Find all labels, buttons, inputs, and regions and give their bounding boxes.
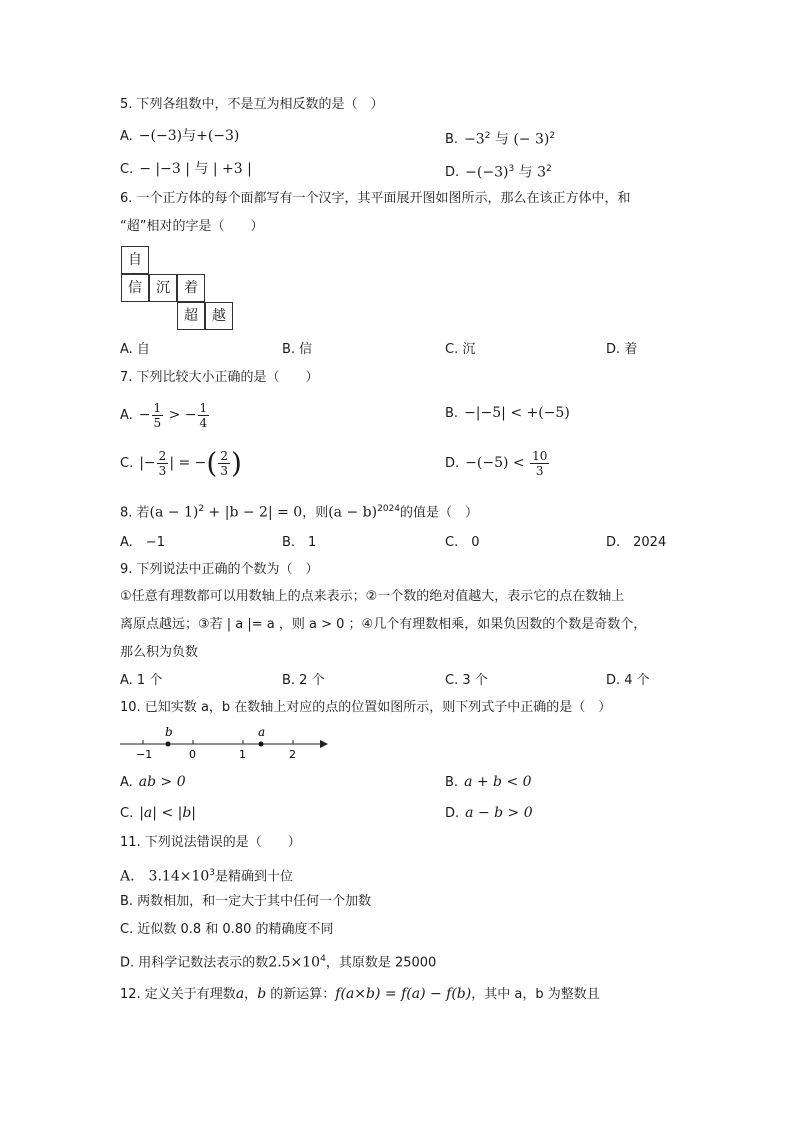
q5-b-mid: 与 (− 3) bbox=[490, 131, 550, 148]
q10-option-d bbox=[445, 804, 533, 823]
q7-c-rparen: ) bbox=[230, 446, 242, 480]
q11-stem: 11. 下列说法错误的是（ ） bbox=[120, 835, 301, 850]
label-a: a bbox=[258, 725, 266, 739]
q5-option-a bbox=[120, 127, 239, 146]
point-a bbox=[259, 742, 264, 747]
q7-d-frac bbox=[530, 449, 549, 478]
q7-c-mid: | = − bbox=[169, 455, 207, 471]
q5-b-pre: −3 bbox=[464, 131, 485, 148]
tick-label-minus1: −1 bbox=[136, 748, 153, 761]
q8-mid: ，则 bbox=[302, 505, 329, 521]
q11-d-sup: 4 bbox=[320, 954, 326, 964]
q11-option-c: C. 近似数 0.8 和 0.80 的精确度不同 bbox=[120, 922, 334, 937]
net-cell-chao: 超 bbox=[177, 302, 205, 330]
q11-option-b: B. 两数相加，和一定大于其中任何一个加数 bbox=[120, 894, 372, 909]
q9-statement-line2: 离原点越远；③若 | a |= a ，则 a > 0 ；④几个有理数相乘，如果负因数的个数是奇数个， bbox=[120, 617, 647, 632]
q12-stem bbox=[120, 985, 600, 1004]
q12-post: ，其中 a，b 为整数且 bbox=[471, 987, 600, 1002]
q11-a-sup: 3 bbox=[209, 868, 216, 878]
q7-b-label: B. bbox=[445, 406, 459, 421]
q7-a-frac1-den: 5 bbox=[153, 416, 162, 430]
tick-label-2: 2 bbox=[289, 748, 296, 761]
q5-b-label: B. bbox=[445, 132, 459, 148]
q6-stem-line1: 6. 一个正方体的每个面都写有一个汉字，其平面展开图如图所示，那么在该正方体中，和 bbox=[120, 191, 631, 206]
q7-a-frac2-num: 1 bbox=[199, 401, 208, 415]
q9-option-a: A. 1 个 bbox=[120, 673, 163, 688]
q7-c-frac1 bbox=[157, 449, 169, 478]
q10-a-text: ab > 0 bbox=[138, 774, 186, 790]
q10-d-text: a − b > 0 bbox=[465, 805, 533, 821]
q7-b-text: −|−5| < +(−5) bbox=[464, 405, 570, 421]
net-cell-xin: 信 bbox=[121, 274, 149, 302]
q10-b-label: B. bbox=[445, 775, 459, 790]
q10-d-label: D. bbox=[445, 806, 460, 821]
q8-expr1: (a − 1) bbox=[149, 504, 199, 521]
q9-option-b: B. 2 个 bbox=[282, 673, 325, 688]
q7-d-frac-num: 10 bbox=[532, 449, 548, 463]
q12-expr: f(a×b) = f(a) − f(b) bbox=[335, 986, 472, 1002]
q6-option-b: B. 信 bbox=[282, 342, 313, 357]
q7-option-b bbox=[445, 404, 570, 423]
q7-c-frac2-num: 2 bbox=[220, 449, 228, 463]
q7-a-neg: − bbox=[138, 407, 151, 423]
q6-option-a: A. 自 bbox=[120, 342, 150, 357]
q12-var-b: b bbox=[257, 986, 267, 1002]
q10-c-label: C. bbox=[120, 806, 134, 821]
q8-sup1: 2 bbox=[198, 504, 205, 514]
q12-mid: 的新运算： bbox=[266, 987, 336, 1002]
q7-a-frac1 bbox=[152, 401, 164, 430]
q9-statement-line3: 那么积为负数 bbox=[120, 645, 199, 660]
q7-d-frac-den: 3 bbox=[535, 464, 544, 478]
q7-c-frac1-den: 3 bbox=[158, 464, 167, 478]
q9-stem: 9. 下列说法中正确的个数为（ ） bbox=[120, 562, 319, 577]
q5-option-d bbox=[445, 160, 552, 182]
q8-sup2: 2024 bbox=[377, 504, 400, 514]
q5-d-label: D. bbox=[445, 165, 460, 181]
q5-option-c bbox=[120, 160, 252, 179]
q7-d-label: D. bbox=[445, 456, 460, 471]
net-cell-zi: 自 bbox=[121, 246, 149, 274]
q5-d-mid: 与 3 bbox=[514, 164, 546, 181]
net-cell-yue: 越 bbox=[205, 302, 233, 330]
q10-a-label: A. bbox=[120, 775, 133, 790]
label-b: b bbox=[165, 725, 173, 739]
number-line-figure bbox=[116, 722, 330, 762]
q9-statement-line1: ①任意有理数都可以用数轴上的点来表示；②一个数的绝对值越大，表示它的点在数轴上 bbox=[120, 589, 625, 604]
q9-option-c: C. 3 个 bbox=[445, 673, 488, 688]
q11-d-pre: D. 用科学记数法表示的数 bbox=[120, 955, 269, 971]
q10-option-b bbox=[445, 773, 532, 792]
q8-option-a: A. −1 bbox=[120, 535, 165, 550]
q6-stem-line2: “超”相对的字是（ ） bbox=[120, 219, 264, 234]
net-cell-chen: 沉 bbox=[149, 274, 177, 302]
q10-c-text: |a| < |b| bbox=[139, 805, 197, 821]
q7-c-frac2 bbox=[218, 449, 230, 478]
q7-a-frac1-num: 1 bbox=[153, 401, 162, 415]
q8-stem bbox=[120, 500, 478, 522]
q5-d-sup2: 2 bbox=[546, 164, 552, 174]
q10-stem: 10. 已知实数 a，b 在数轴上对应的点的位置如图所示，则下列式子中正确的是（ ） bbox=[120, 700, 612, 715]
q6-option-d: D. 着 bbox=[606, 342, 638, 357]
number-line-arrow bbox=[320, 740, 328, 748]
q5-d-sup1: 3 bbox=[508, 164, 515, 174]
q7-c-lparen: ( bbox=[206, 446, 218, 480]
q7-a-op: > − bbox=[164, 407, 197, 423]
q9-option-d: D. 4 个 bbox=[606, 673, 650, 688]
q8-option-c: C. 0 bbox=[445, 535, 480, 550]
q7-option-d bbox=[445, 446, 550, 481]
q11-a-pre: A. 3.14×10 bbox=[120, 868, 210, 885]
q11-d-num: 2.5×10 bbox=[268, 954, 321, 971]
q5-c-text: − |−3 | 与 | +3 | bbox=[139, 161, 252, 177]
q7-c-frac1-num: 2 bbox=[158, 449, 167, 463]
q7-c-frac2-den: 3 bbox=[220, 464, 228, 478]
q7-d-pre: −(−5) < bbox=[465, 455, 530, 471]
q7-option-a bbox=[120, 398, 210, 433]
q5-b-sup1: 2 bbox=[484, 131, 491, 141]
q7-c-pre: |− bbox=[139, 455, 156, 471]
q11-option-a bbox=[120, 864, 293, 886]
q8-expr2: + |b − 2| = 0 bbox=[204, 504, 303, 521]
point-b bbox=[166, 742, 171, 747]
q7-option-c bbox=[120, 444, 242, 483]
q8-post: 的值是（ ） bbox=[400, 505, 479, 521]
q11-option-d bbox=[120, 950, 436, 972]
net-cell-zhuo: 着 bbox=[177, 274, 205, 302]
tick-label-1: 1 bbox=[239, 748, 246, 761]
q7-c-label: C. bbox=[120, 456, 134, 471]
q8-expr3: (a − b) bbox=[328, 504, 378, 521]
q7-stem: 7. 下列比较大小正确的是（ ） bbox=[120, 370, 319, 385]
q5-a-label: A. bbox=[120, 129, 133, 144]
q5-stem: 5. 下列各组数中，不是互为相反数的是（ ） bbox=[120, 97, 384, 112]
tick-label-0: 0 bbox=[189, 748, 196, 761]
q11-a-post: 是精确到十位 bbox=[215, 869, 294, 885]
q5-b-sup2: 2 bbox=[549, 131, 556, 141]
q5-d-pre: −(−3) bbox=[465, 164, 509, 181]
q7-a-frac2 bbox=[198, 401, 210, 430]
q8-option-b: B. 1 bbox=[282, 535, 317, 550]
q8-pre: 8. 若 bbox=[120, 505, 150, 521]
q5-a-text: −(−3)与+(−3) bbox=[138, 128, 240, 144]
q7-a-label: A. bbox=[120, 408, 133, 423]
q7-a-frac2-den: 4 bbox=[199, 416, 208, 430]
q8-option-d: D. 2024 bbox=[606, 535, 667, 550]
q12-pre: 12. 定义关于有理数 bbox=[120, 987, 236, 1002]
q10-option-a bbox=[120, 773, 186, 792]
q10-b-text: a + b < 0 bbox=[464, 774, 532, 790]
q10-option-c bbox=[120, 804, 196, 823]
q5-option-b bbox=[445, 127, 555, 149]
q12-sep: ， bbox=[244, 987, 258, 1002]
q11-d-post: ，其原数是 25000 bbox=[325, 955, 437, 971]
q6-option-c: C. 沉 bbox=[445, 342, 476, 357]
q12-var-a: a bbox=[235, 986, 245, 1002]
q5-c-label: C. bbox=[120, 162, 134, 177]
